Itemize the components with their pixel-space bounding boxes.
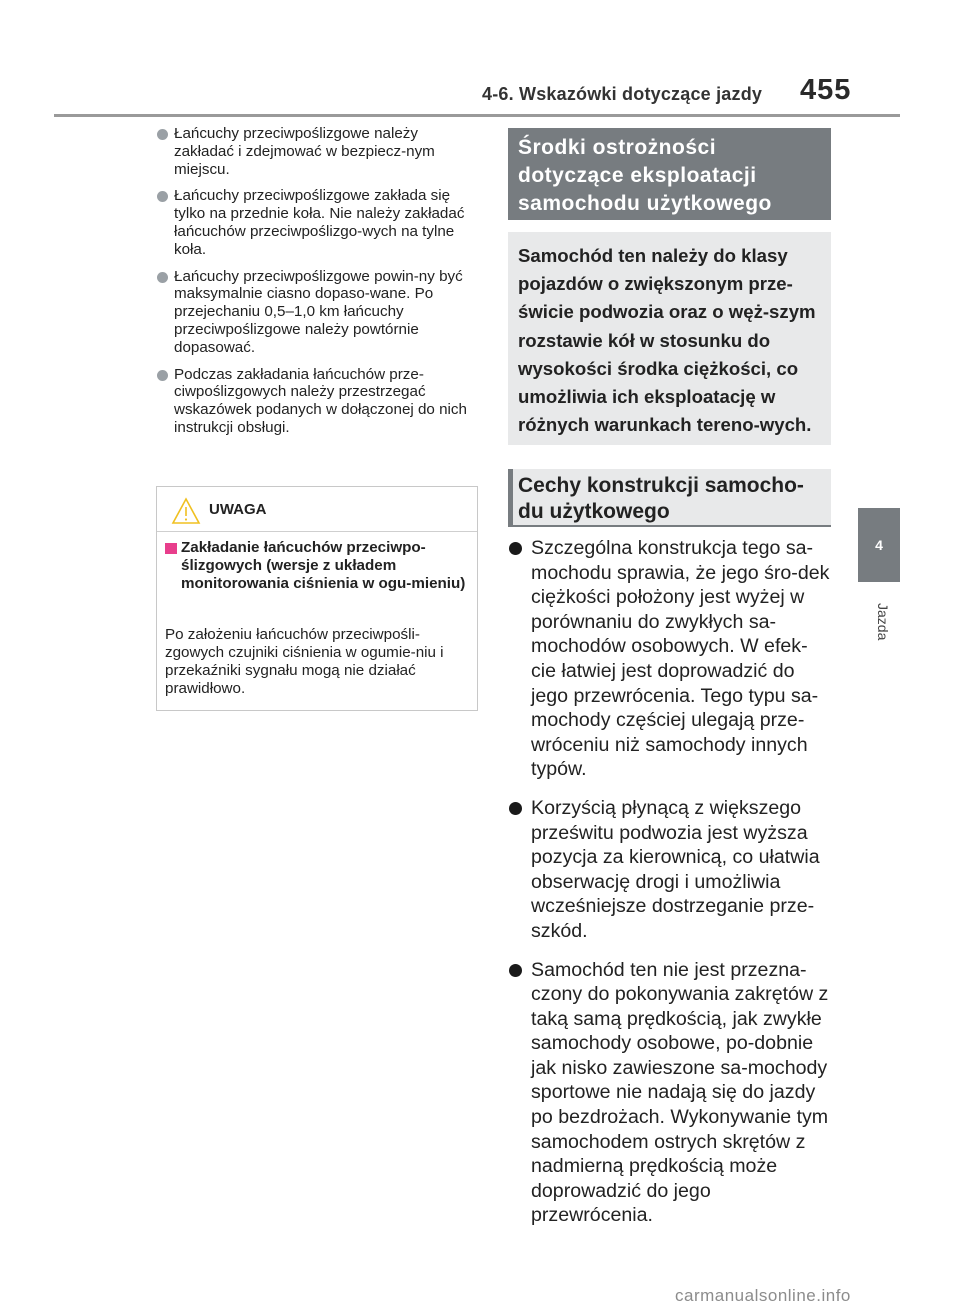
- warning-subheading-text: Zakładanie łańcuchów przeciwpo-ślizgowych (wersje z układem monitorowania ciśnienia w ogu-mieniu): [181, 539, 466, 592]
- chapter-tab: 4: [858, 508, 900, 582]
- intro-box: Samochód ten należy do klasy pojazdów o zwiększonym prze-świcie podwozia oraz o węż-szym rozstawie kół w stosunku do wysokości środka ciężkości, co umożliwia ich eksploatację w różnych warunkach tereno-wych.: [508, 232, 831, 445]
- list-item: Samochód ten nie jest przezna-czony do pokonywania zakrętów z taką samą prędkością, jak zwykłe samochody osobowe, po-dobnie jak nisko zawieszone sa-mochody sportowe nie nadają się do jazdy po bezdrożach. Wykonywanie tym samochodem ostrych skrętów z nadmierną prędkością może doprowadzić do jego przewrócenia.: [508, 958, 831, 1229]
- list-item: Łańcuchy przeciwpoślizgowe powin-ny być maksymalnie ciasno dopaso-wane. Po przejechaniu 0,5–1,0 km łańcuchy przeciwpoślizgowe należy powtórnie dopasować.: [157, 268, 479, 357]
- warning-subheading: [165, 539, 487, 593]
- right-bullet-list: [508, 536, 831, 1242]
- warning-title: UWAGA: [209, 501, 267, 518]
- list-item: Łańcuchy przeciwpoślizgowe należy zakładać i zdejmować w bezpiecz-nym miejscu.: [157, 125, 479, 178]
- list-item: Szczególna konstrukcja tego sa-mochodu sprawia, że jego śro-dek ciężkości położony jest wyżej w porównaniu do zwykłych sa-mochodów osobowych. W efek-cie łatwiej jest doprowadzić do jego przewrócenia. Tego typu sa-mochody częściej ulegają prze-wróceniu niż samochody innych typów.: [508, 536, 831, 782]
- section-heading: Środki ostrożności dotyczące eksploatacji samochodu użytkowego: [508, 128, 831, 220]
- square-bullet-icon: [165, 543, 177, 554]
- page-number: 455: [800, 74, 852, 106]
- section-title: 4-6. Wskazówki dotyczące jazdy: [482, 84, 763, 104]
- watermark: carmanualsonline.info: [675, 1286, 851, 1305]
- warning-text: Po założeniu łańcuchów przeciwpośli-zgowych czujniki ciśnienia w ogumie-niu i przekaźniki sygnału mogą nie działać prawidłowo.: [165, 626, 444, 697]
- warning-box: [156, 486, 478, 711]
- left-bullet-list: [157, 125, 479, 446]
- warning-divider: [157, 531, 477, 532]
- subsection-heading: Cechy konstrukcji samocho-du użytkowego: [508, 469, 831, 527]
- chapter-label: Jazda: [875, 603, 891, 641]
- list-item: Podczas zakładania łańcuchów prze-ciwpoślizgowych należy przestrzegać wskazówek podanych w dołączonej do nich instrukcji obsługi.: [157, 366, 479, 437]
- list-item: Łańcuchy przeciwpoślizgowe zakłada się tylko na przednie koła. Nie należy zakładać łańcuchów przeciwpoślizgo-wych na tylne koła.: [157, 187, 479, 258]
- page-header: [0, 0, 960, 120]
- warning-triangle-icon: [171, 497, 201, 525]
- header-rule: [54, 114, 900, 117]
- list-item: Korzyścią płynącą z większego prześwitu podwozia jest wyższa pozycja za kierownicą, co ułatwia obserwację drogi i umożliwia wcześniejsze dostrzeganie prze-szkód.: [508, 796, 831, 944]
